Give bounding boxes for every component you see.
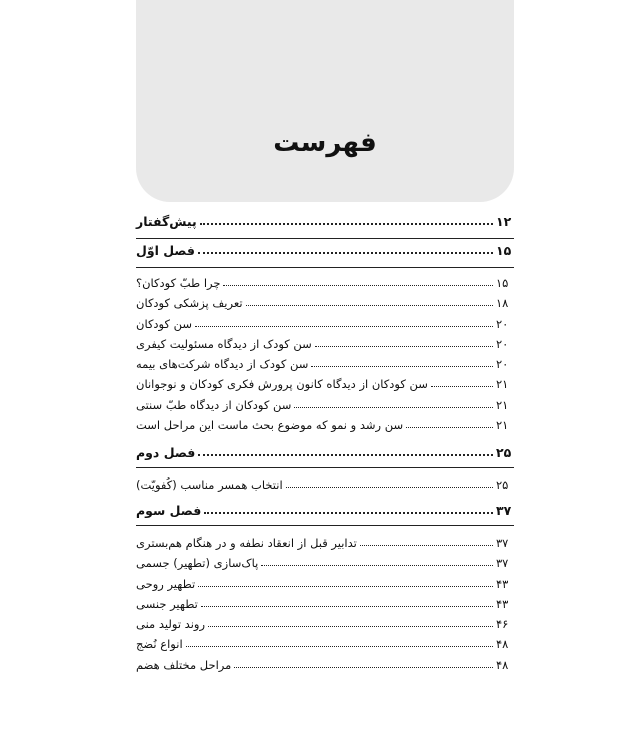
- dot-leader: [208, 625, 493, 627]
- dot-leader: [234, 666, 493, 668]
- dot-leader: [201, 605, 493, 607]
- entry-title: انواع نُضج: [136, 637, 183, 651]
- toc-entry[interactable]: [136, 311, 514, 331]
- toc-entry[interactable]: [136, 290, 514, 310]
- toc-entry[interactable]: [136, 412, 514, 432]
- entry-title: فصل اوّل: [136, 243, 195, 258]
- toc-entry[interactable]: [136, 238, 514, 258]
- entry-page: ۴۸: [496, 658, 509, 672]
- entry-title: تعریف پزشکی کودکان: [136, 296, 243, 310]
- dot-leader: [200, 222, 493, 225]
- toc-entry[interactable]: [136, 591, 514, 611]
- toc-entry[interactable]: [136, 392, 514, 412]
- title-banner: [136, 0, 514, 202]
- entry-title: فصل سوم: [136, 503, 202, 518]
- entry-page: ۲۰: [496, 357, 509, 371]
- entry-page: ۲۵: [496, 478, 509, 492]
- dot-leader: [195, 325, 493, 327]
- dot-leader: [311, 365, 493, 367]
- entry-page: ۲۱: [496, 418, 509, 432]
- entry-page: ۲۵: [496, 445, 512, 460]
- dot-leader: [198, 453, 493, 456]
- entry-title: انتخاب همسر مناسب (کُفویّت): [136, 478, 283, 492]
- toc-entry[interactable]: [136, 652, 514, 672]
- toc-entry[interactable]: [136, 571, 514, 591]
- entry-page: ۲۰: [496, 337, 509, 351]
- entry-page: ۳۷: [496, 536, 509, 550]
- entry-page: ۱۵: [496, 243, 512, 258]
- dot-leader: [198, 251, 493, 254]
- entry-page: ۱۲: [496, 214, 512, 229]
- dot-leader: [261, 564, 493, 566]
- entry-page: ۳۷: [496, 503, 512, 518]
- dot-leader: [406, 426, 493, 428]
- entry-page: ۴۳: [496, 597, 509, 611]
- dot-leader: [286, 486, 493, 488]
- entry-page: ۳۷: [496, 556, 509, 570]
- entry-title: سن کودکان از دیدگاه کانون پرورش فکری کودکان و نوجوانان: [136, 377, 428, 391]
- entry-title: سن کودکان: [136, 317, 193, 331]
- entry-page: ۴۳: [496, 577, 509, 591]
- entry-title: چرا طبّ کودکان؟: [136, 276, 221, 290]
- dot-leader: [223, 284, 493, 286]
- entry-title: سن رشد و نمو که موضوع بحث ماست این مراحل است: [136, 418, 404, 432]
- toc-entry[interactable]: [136, 472, 514, 492]
- toc-entry[interactable]: [136, 530, 514, 550]
- dot-leader: [246, 304, 493, 306]
- divider: [136, 467, 514, 468]
- entry-page: ۲۰: [496, 317, 509, 331]
- entry-page: ۲۱: [496, 377, 509, 391]
- entry-title: مراحل مختلف هضم: [136, 658, 232, 672]
- toc-entry[interactable]: [136, 498, 514, 518]
- toc-entry[interactable]: [136, 209, 514, 229]
- divider: [136, 525, 514, 526]
- toc-entry[interactable]: [136, 550, 514, 570]
- entry-page: ۴۸: [496, 637, 509, 651]
- entry-title: تطهیر جنسی: [136, 597, 198, 611]
- toc-entry[interactable]: [136, 611, 514, 631]
- toc-entry[interactable]: [136, 270, 514, 290]
- entry-page: ۲۱: [496, 398, 509, 412]
- toc-entry[interactable]: [136, 351, 514, 371]
- dot-leader: [294, 406, 493, 408]
- entry-page: ۱۸: [496, 296, 509, 310]
- toc-entry[interactable]: [136, 331, 514, 351]
- dot-leader: [204, 511, 493, 514]
- toc-entry[interactable]: [136, 371, 514, 391]
- entry-title: روند تولید منی: [136, 617, 206, 631]
- entry-page: ۴۶: [496, 617, 509, 631]
- entry-title: سن کودک از دیدگاه شرکت‌های بیمه: [136, 357, 309, 371]
- entry-title: فصل دوم: [136, 445, 196, 460]
- page-title: فهرست: [273, 128, 377, 158]
- entry-title: سن کودکان از دیدگاه طبّ سنتی: [136, 398, 292, 412]
- entry-title: پیش‌گفتار: [136, 214, 197, 229]
- toc-entry[interactable]: [136, 440, 514, 460]
- dot-leader: [431, 385, 493, 387]
- dot-leader: [186, 645, 493, 647]
- entry-title: تطهیر روحی: [136, 577, 196, 591]
- toc-entry[interactable]: [136, 631, 514, 651]
- entry-title: پاک‌سازی (تطهیر) جسمی: [136, 556, 259, 570]
- dot-leader: [198, 585, 493, 587]
- entry-title: تدابیر قبل از انعقاد نطفه و در هنگام هم‌بستری: [136, 536, 357, 550]
- entry-title: سن کودک از دیدگاه مسئولیت کیفری: [136, 337, 312, 351]
- entry-page: ۱۵: [496, 276, 509, 290]
- divider: [136, 267, 514, 268]
- dot-leader: [360, 544, 493, 546]
- dot-leader: [315, 345, 493, 347]
